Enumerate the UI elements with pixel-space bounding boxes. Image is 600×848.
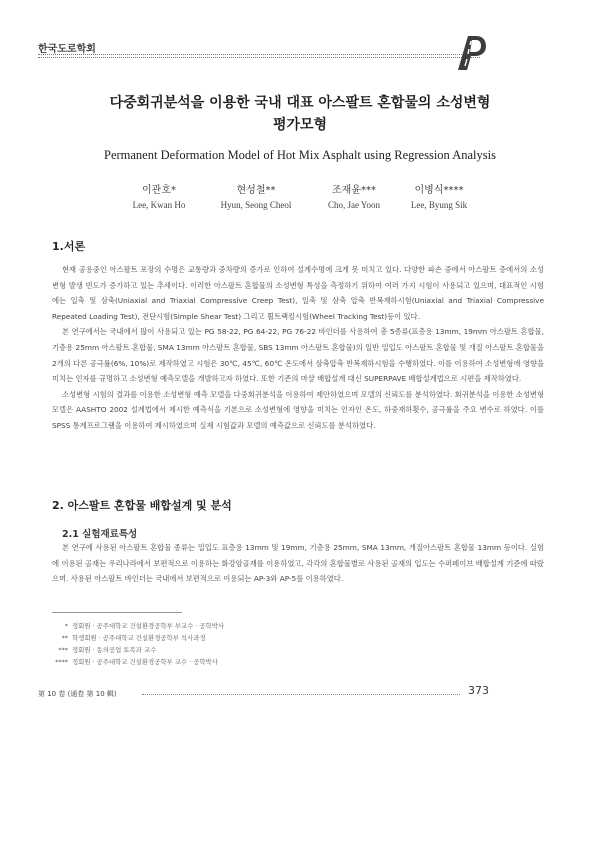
footnote-text: 정회원 · 공주대학교 건설환경공학부 교수 · 공학박사 bbox=[72, 658, 218, 666]
paragraph: 소성변형 시험의 결과를 이용한 소성변형 예측 모델을 다중회귀분석을 이용하여 제안하였으며 모델의 신뢰도를 분석하였다. 회귀분석을 이용한 소성변형 모델은 AASHTO 2002 설계법에서 제시한 예측식을 기본으로 소성변형에 영향을 미치는 인자인 온도, 하중재하횟수, 공극률을 주요 변수로 하였다. 이를 SPSS 통계프로그램을 이용하여 제시하였으며 실제 시험값과 모델의 예측값으로 신뢰도를 분석하였다. bbox=[52, 389, 544, 430]
road-logo-icon bbox=[456, 32, 486, 72]
author-name-english: Hyun, Seong Cheol bbox=[220, 200, 292, 210]
footer-dotted-rule bbox=[142, 694, 460, 695]
subsection-2-1-heading: 2.1 실험재료특성 bbox=[62, 529, 138, 540]
title-korean-line1: 다중회귀분석을 이용한 국내 대표 아스팔트 혼합물의 소성변형 bbox=[109, 95, 491, 111]
page-number: 373 bbox=[468, 684, 489, 697]
author-name-english: Lee, Kwan Ho bbox=[132, 200, 186, 210]
section-2-body bbox=[52, 540, 544, 587]
header-rule bbox=[38, 54, 480, 58]
section-1-body bbox=[52, 262, 544, 434]
footer-volume: 第 10 卷 (通卷 第 10 輯) bbox=[38, 690, 117, 698]
title-korean-line2: 평가모형 bbox=[272, 117, 328, 133]
author-name-english: Lee, Byung Sik bbox=[410, 200, 468, 210]
footnote bbox=[52, 657, 218, 666]
author-4 bbox=[379, 181, 499, 210]
footnote-text: 정회원 · 동의공업 토목과 교수 bbox=[72, 646, 157, 654]
journal-name: 한국도로학회 bbox=[38, 44, 96, 55]
paragraph: 본 연구에 사용된 아스팔트 혼합물 종류는 밀입도 표층용 13mm 및 19mm, 기층용 25mm, SMA 13mm, 개질아스팔트 혼합물 13mm 등이다. 실험에 이용된 골재는 우리나라에서 보편적으로 이용하는 화강암골재를 이용하였고, 각각의 혼합물별로 사용된 골재의 입도는 수퍼페이브 배합설계 기준에 따랐으며. 사용된 아스팔트 바인더는 국내에서 보편적으로 이용되는 AP-3와 AP-5를 이용하였다. bbox=[52, 543, 544, 584]
author-name-korean: 조재윤*** bbox=[332, 185, 376, 196]
section-1-heading: 1.서론 bbox=[52, 240, 86, 253]
author-name-english: Cho, Jae Yoon bbox=[327, 200, 380, 210]
footnote-text: 학생회원 · 공주대학교 건설환경공학부 석사과정 bbox=[72, 634, 206, 642]
footnote bbox=[52, 633, 206, 642]
footnote bbox=[52, 621, 224, 630]
footnote-text: 정회원 · 공주대학교 건설환경공학부 부교수 · 공학박사 bbox=[72, 622, 225, 630]
paragraph: 현재 공용중인 아스팔트 포장의 수명은 교통량과 중차량의 증가로 인하여 설계수명에 크게 못 미치고 있다. 다양한 파손 중에서 아스팔트 층에서의 소성변형 발생 빈도가 증가하고 있는 추세이다. 이러한 아스팔트 혼합물의 소성변형 특성을 측정하기 위하여 여러 가지 시험이 사용되고 있으며, 대표적인 시험에는 일축 및 삼축(Uniaxial and Triaxial Compressive Creep Test), 일축 및 삼축 압축 반복재하시험(Uniaxial and Triaxial Compressive Repeated Loading Test), 전단시험(Simple Shear Test) 그리고 휠트랙킹시험(Wheel Tracking Test)등이 있다. bbox=[52, 265, 544, 321]
footnote-mark: ** bbox=[61, 634, 68, 642]
author-name-korean: 이관호* bbox=[142, 185, 176, 196]
footnote bbox=[52, 645, 156, 654]
footnote-mark: **** bbox=[55, 658, 68, 666]
title-english: Permanent Deformation Model of Hot Mix Asphalt using Regression Analysis bbox=[104, 148, 496, 162]
author-name-korean: 이병식**** bbox=[414, 185, 464, 196]
section-2-heading: 2. 아스팔트 혼합물 배합설계 및 분석 bbox=[52, 499, 232, 512]
footnote-mark: * bbox=[64, 622, 68, 630]
author-name-korean: 현성철** bbox=[236, 185, 276, 196]
footnote-rule bbox=[52, 612, 182, 613]
footnote-mark: *** bbox=[58, 646, 68, 654]
paragraph: 본 연구에서는 국내에서 많이 사용되고 있는 PG 58-22, PG 64-22, PG 76-22 바인더를 사용하여 총 5종류(표층용 13mm, 19mm 아스팔트 혼합물, 기층용 25mm 아스팔트 혼합물, SMA 13mm 아스팔트 혼합물, SBS 13mm 아스팔트 혼합물)의 일반 밀입도 아스팔트 혼합물 및 개질 아스팔트 혼합물을 2개의 다른 공극률(6%, 10%)로 제작하였고 시험은 30℃, 45℃, 60℃ 온도에서 삼축압축 반복재하시험을 수행하였다. 이를 이용하여 소성변형에 영향을 미치는 인자를 규명하고 소성변형 예측모델을 개발하고자 하였다. 또한 기존의 마샬 배합설계 대신 SUPERPAVE 배합설계법으로 시편을 제작하였다. bbox=[52, 327, 544, 384]
